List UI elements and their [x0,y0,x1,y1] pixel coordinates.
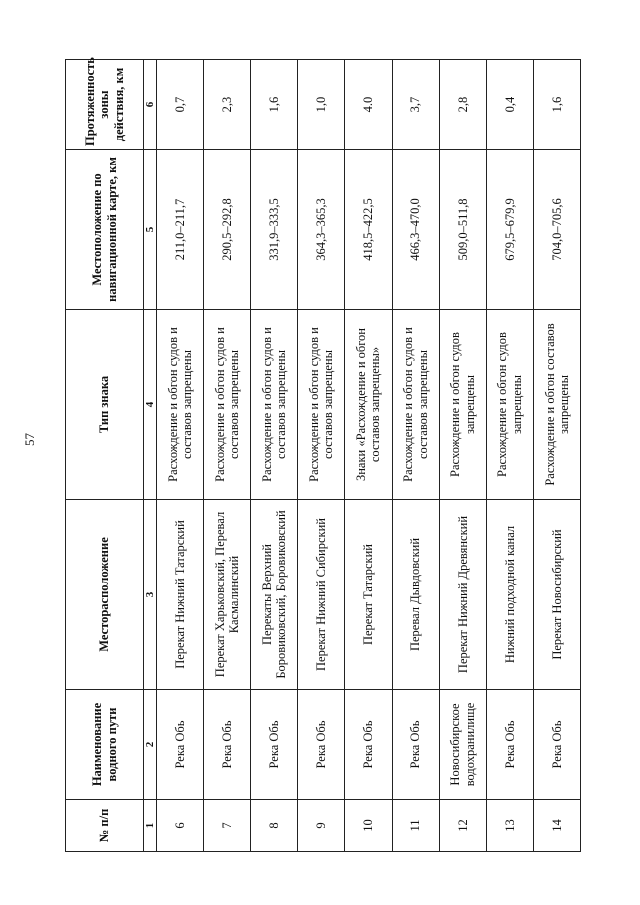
table-cell: 7 [204,800,251,852]
header-cell: Тип знака [66,310,144,500]
column-number: 3 [144,500,157,690]
table-cell: Расхождение и обгон судов запрещены [486,310,533,500]
table-cell: 466,3–470,0 [392,150,439,310]
table-row [204,60,251,852]
table-cell: Расхождение и обгон судов и составов запрещены [392,310,439,500]
table-cell: 2,3 [204,60,251,150]
table-cell: 4.0 [345,60,392,150]
table-row [298,60,345,852]
table-cell: Перекат Нижний Сибирский [298,500,345,690]
page-number: 57 [22,433,37,446]
table-cell: Перекат Новосибирский [533,500,580,690]
table-cell: 704,0–705,6 [533,150,580,310]
table-cell: 14 [533,800,580,852]
table-cell: Перекаты Верхний Боровиковский, Боровиковский [251,500,298,690]
header-cell: Протяженность зоны действия, км [66,60,144,150]
table-cell: Перекат Нижний Татарский [157,500,204,690]
table-cell: 9 [298,800,345,852]
table-cell: 679,5–679,9 [486,150,533,310]
table-cell: 1,6 [533,60,580,150]
table-cell: Расхождение и обгон судов запрещены [439,310,486,500]
table-cell: Перекат Нижний Древянский [439,500,486,690]
table-cell: 2,8 [439,60,486,150]
header-cell: Наименование водного пути [66,690,144,800]
header-row [66,60,144,852]
table-cell: 211,0–211,7 [157,150,204,310]
table-row [345,60,392,852]
table-cell: Знаки «Расхождение и обгон составов запрещены» [345,310,392,500]
table-cell: Расхождение и обгон судов и составов запрещены [157,310,204,500]
table-cell: Река Обь [157,690,204,800]
table-cell: Расхождение и обгон судов и составов запрещены [251,310,298,500]
column-number: 6 [144,60,157,150]
table-cell: Расхождение и обгон судов и составов запрещены [298,310,345,500]
table-cell: Река Обь [204,690,251,800]
header-cell: № п/п [66,800,144,852]
table-cell: Река Обь [345,690,392,800]
rotated-table-container [65,57,581,852]
header-cell: Месторасположение [66,500,144,690]
table-cell: Перекат Татарский [345,500,392,690]
table-cell: Река Обь [486,690,533,800]
table-cell: 331,9–333,5 [251,150,298,310]
table-row [486,60,533,852]
table-cell: Река Обь [251,690,298,800]
table-cell: 509,0–511,8 [439,150,486,310]
table-cell: 6 [157,800,204,852]
table-cell: Расхождение и обгон судов и составов запрещены [204,310,251,500]
table-row [392,60,439,852]
table-row [439,60,486,852]
column-number: 4 [144,310,157,500]
table-cell: 11 [392,800,439,852]
table-cell: Перекат Харьковский, Перевал Касмалинский [204,500,251,690]
table-cell: 364,3–365,3 [298,150,345,310]
table-row [533,60,580,852]
table-cell: 1,6 [251,60,298,150]
table-cell: 8 [251,800,298,852]
table-row [251,60,298,852]
column-number: 1 [144,800,157,852]
table-cell: 13 [486,800,533,852]
table-cell: Новосибирское водохранилище [439,690,486,800]
table-cell: Расхождение и обгон составов запрещены [533,310,580,500]
table-cell: 1,0 [298,60,345,150]
table-cell: 12 [439,800,486,852]
column-number: 2 [144,690,157,800]
table-cell: Нижний подходной канал [486,500,533,690]
column-number-row [144,60,157,852]
table-row [157,60,204,852]
table-cell: Река Обь [533,690,580,800]
table-cell: 10 [345,800,392,852]
table-cell: Перевал Дывдовский [392,500,439,690]
table-cell: 0,7 [157,60,204,150]
table-cell: 418,5–422,5 [345,150,392,310]
column-number: 5 [144,150,157,310]
navigation-signs-table [65,59,581,852]
table-cell: Река Обь [298,690,345,800]
table-cell: 0,4 [486,60,533,150]
table-cell: 3,7 [392,60,439,150]
table-cell: 290,5–292,8 [204,150,251,310]
header-cell: Местоположение по навигационной карте, км [66,150,144,310]
table-cell: Река Обь [392,690,439,800]
